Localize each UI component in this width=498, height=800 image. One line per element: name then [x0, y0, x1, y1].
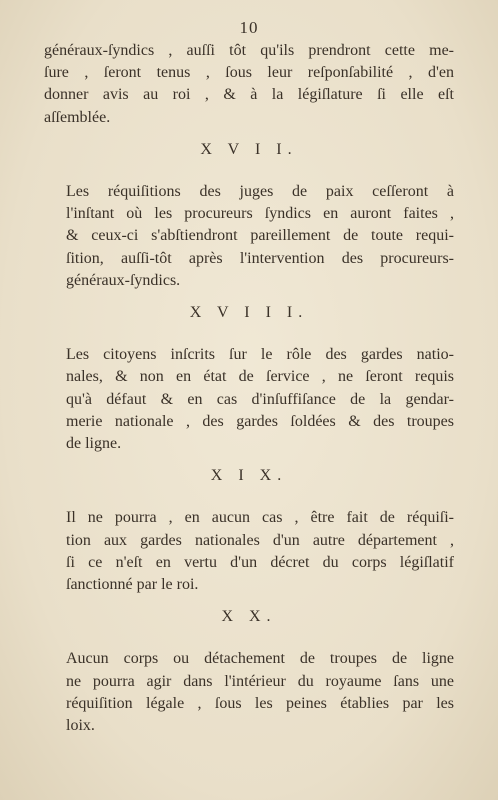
continuation-paragraph [44, 40, 454, 129]
text-line: loix. [66, 717, 95, 735]
article-18-paragraph [44, 344, 454, 455]
article-17-paragraph [44, 181, 454, 292]
page-number: 10 [239, 18, 259, 37]
text-line: Aucun corps ou détachement de troupes de ligne [66, 650, 454, 668]
article-heading-19: X I X. [210, 467, 288, 485]
text-line: tion aux gardes nationales d'un autre département , [66, 531, 454, 549]
text-line: ſure , ſeront tenus , ſous leur reſponſabilité , d'en [44, 64, 454, 82]
text-line: nales, & non en état de ſervice , ne ſeront requis [66, 368, 454, 386]
text-line: réquiſition légale , ſous les peines établies par les [66, 694, 454, 712]
text-line: aſſemblée. [44, 108, 111, 126]
text-line: qu'à défaut & en cas d'inſuffiſance de la gendar- [66, 390, 454, 408]
article-heading-17: X V I I. [200, 140, 298, 158]
page-body [44, 40, 454, 747]
text-line: Il ne pourra , en aucun cas , être fait de réquiſi- [66, 509, 454, 527]
article-heading-18: X V I I I. [189, 304, 309, 322]
text-line: l'inſtant où les procureurs ſyndics en auront faites , [66, 205, 454, 223]
text-line: & ceux-ci s'abſtiendront pareillement de toute requi- [66, 227, 454, 245]
text-line: donner avis au roi , & à la légiſlature ſi elle eſt [44, 86, 454, 104]
text-line: généraux-ſyndics. [66, 271, 181, 289]
text-line: généraux-ſyndics , auſſi tôt qu'ils prendront cette me- [44, 42, 454, 59]
text-line: de ligne. [66, 435, 122, 453]
article-20-paragraph [44, 648, 454, 737]
text-line: ſanctionné par le roi. [66, 576, 199, 594]
text-line: Les réquiſitions des juges de paix ceſſeront à [66, 183, 454, 201]
text-line: ne pourra agir dans l'intérieur du royaume ſans une [66, 672, 454, 690]
article-19-paragraph [44, 507, 454, 596]
text-line: Les citoyens inſcrits ſur le rôle des gardes natio- [66, 346, 454, 364]
text-line: merie nationale , des gardes ſoldées & des troupes [66, 412, 454, 430]
article-heading-20: X X. [221, 608, 277, 626]
text-line: ſi ce n'eſt en vertu d'un décret du corps légiſlatif [66, 553, 454, 571]
text-line: ſition, auſſi-tôt après l'intervention des procureurs- [66, 249, 454, 267]
